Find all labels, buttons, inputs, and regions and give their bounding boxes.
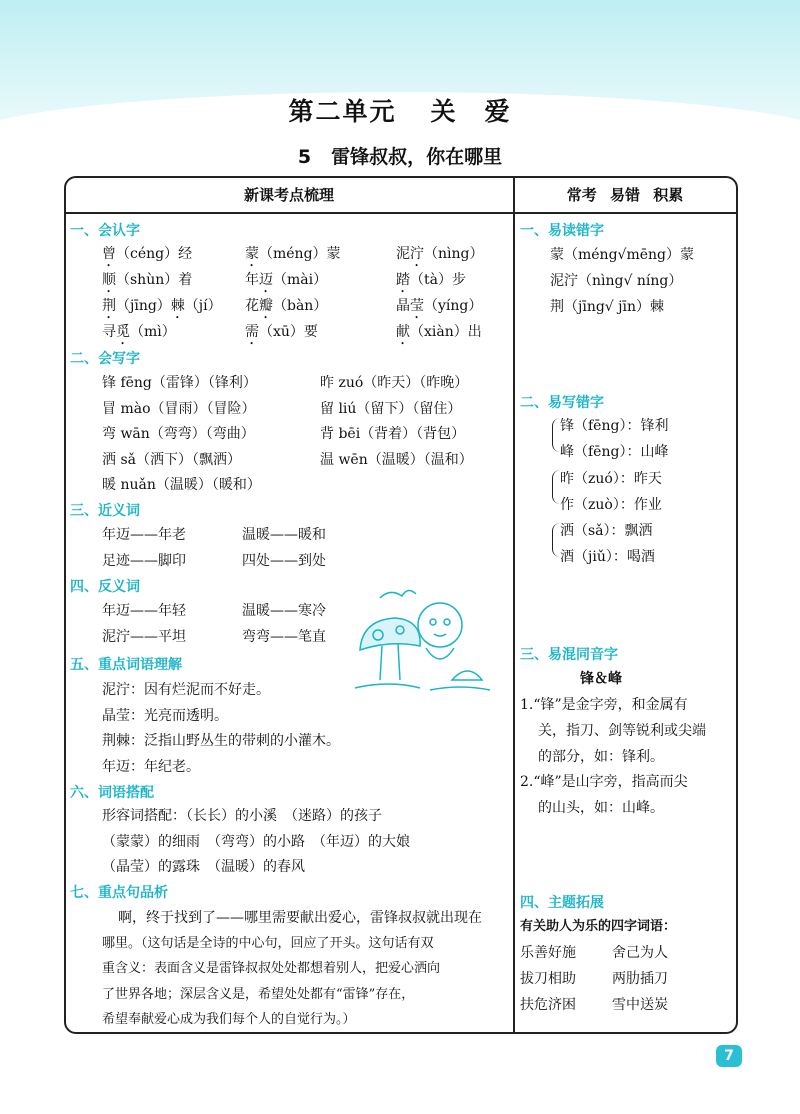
- list-item: 留 liú（留下）（留住）: [320, 401, 462, 417]
- section-title: 三、易混同音字: [520, 647, 618, 663]
- list-item: 背 bēi（背着）（背包）: [320, 426, 466, 442]
- section-title: 一、易读错字: [520, 223, 604, 239]
- section-title: 三、近义词: [70, 503, 140, 519]
- section-title: 五、重点词语理解: [70, 657, 182, 673]
- left-column-heading: 新课考点梳理: [243, 186, 334, 204]
- right-column-heading: 常考 易错 积累: [566, 186, 684, 204]
- section-title: 四、主题拓展: [520, 895, 604, 911]
- list-item: 洒 sǎ（洒下）（飘洒）: [102, 452, 241, 468]
- list-item: 温 wēn（温暖）（温和）: [320, 452, 473, 468]
- page-number: 7: [716, 1045, 742, 1067]
- section-title: 二、易写错字: [520, 395, 604, 411]
- section-title: 一、会认字: [70, 223, 140, 239]
- section-title: 四、反义词: [70, 579, 140, 595]
- cartoon-illustration: [350, 580, 495, 700]
- unit-title: 第二单元 关 爱: [288, 97, 512, 126]
- list-item: 弯 wān（弯弯）（弯曲）: [102, 426, 255, 442]
- section-title: 七、重点句品析: [70, 885, 168, 901]
- lesson-title: 5 雷锋叔叔，你在哪里: [297, 146, 503, 168]
- list-item: 冒 mào（冒雨）（冒险）: [102, 401, 256, 417]
- section-title: 二、会写字: [70, 351, 140, 367]
- list-item: 锋 fēng（雷锋）（锋利）: [102, 375, 257, 391]
- list-item: 昨 zuó（昨天）（昨晚）: [320, 375, 469, 391]
- section-title: 六、词语搭配: [70, 785, 154, 801]
- list-item: 暖 nuǎn（温暖）（暖和）: [102, 477, 261, 493]
